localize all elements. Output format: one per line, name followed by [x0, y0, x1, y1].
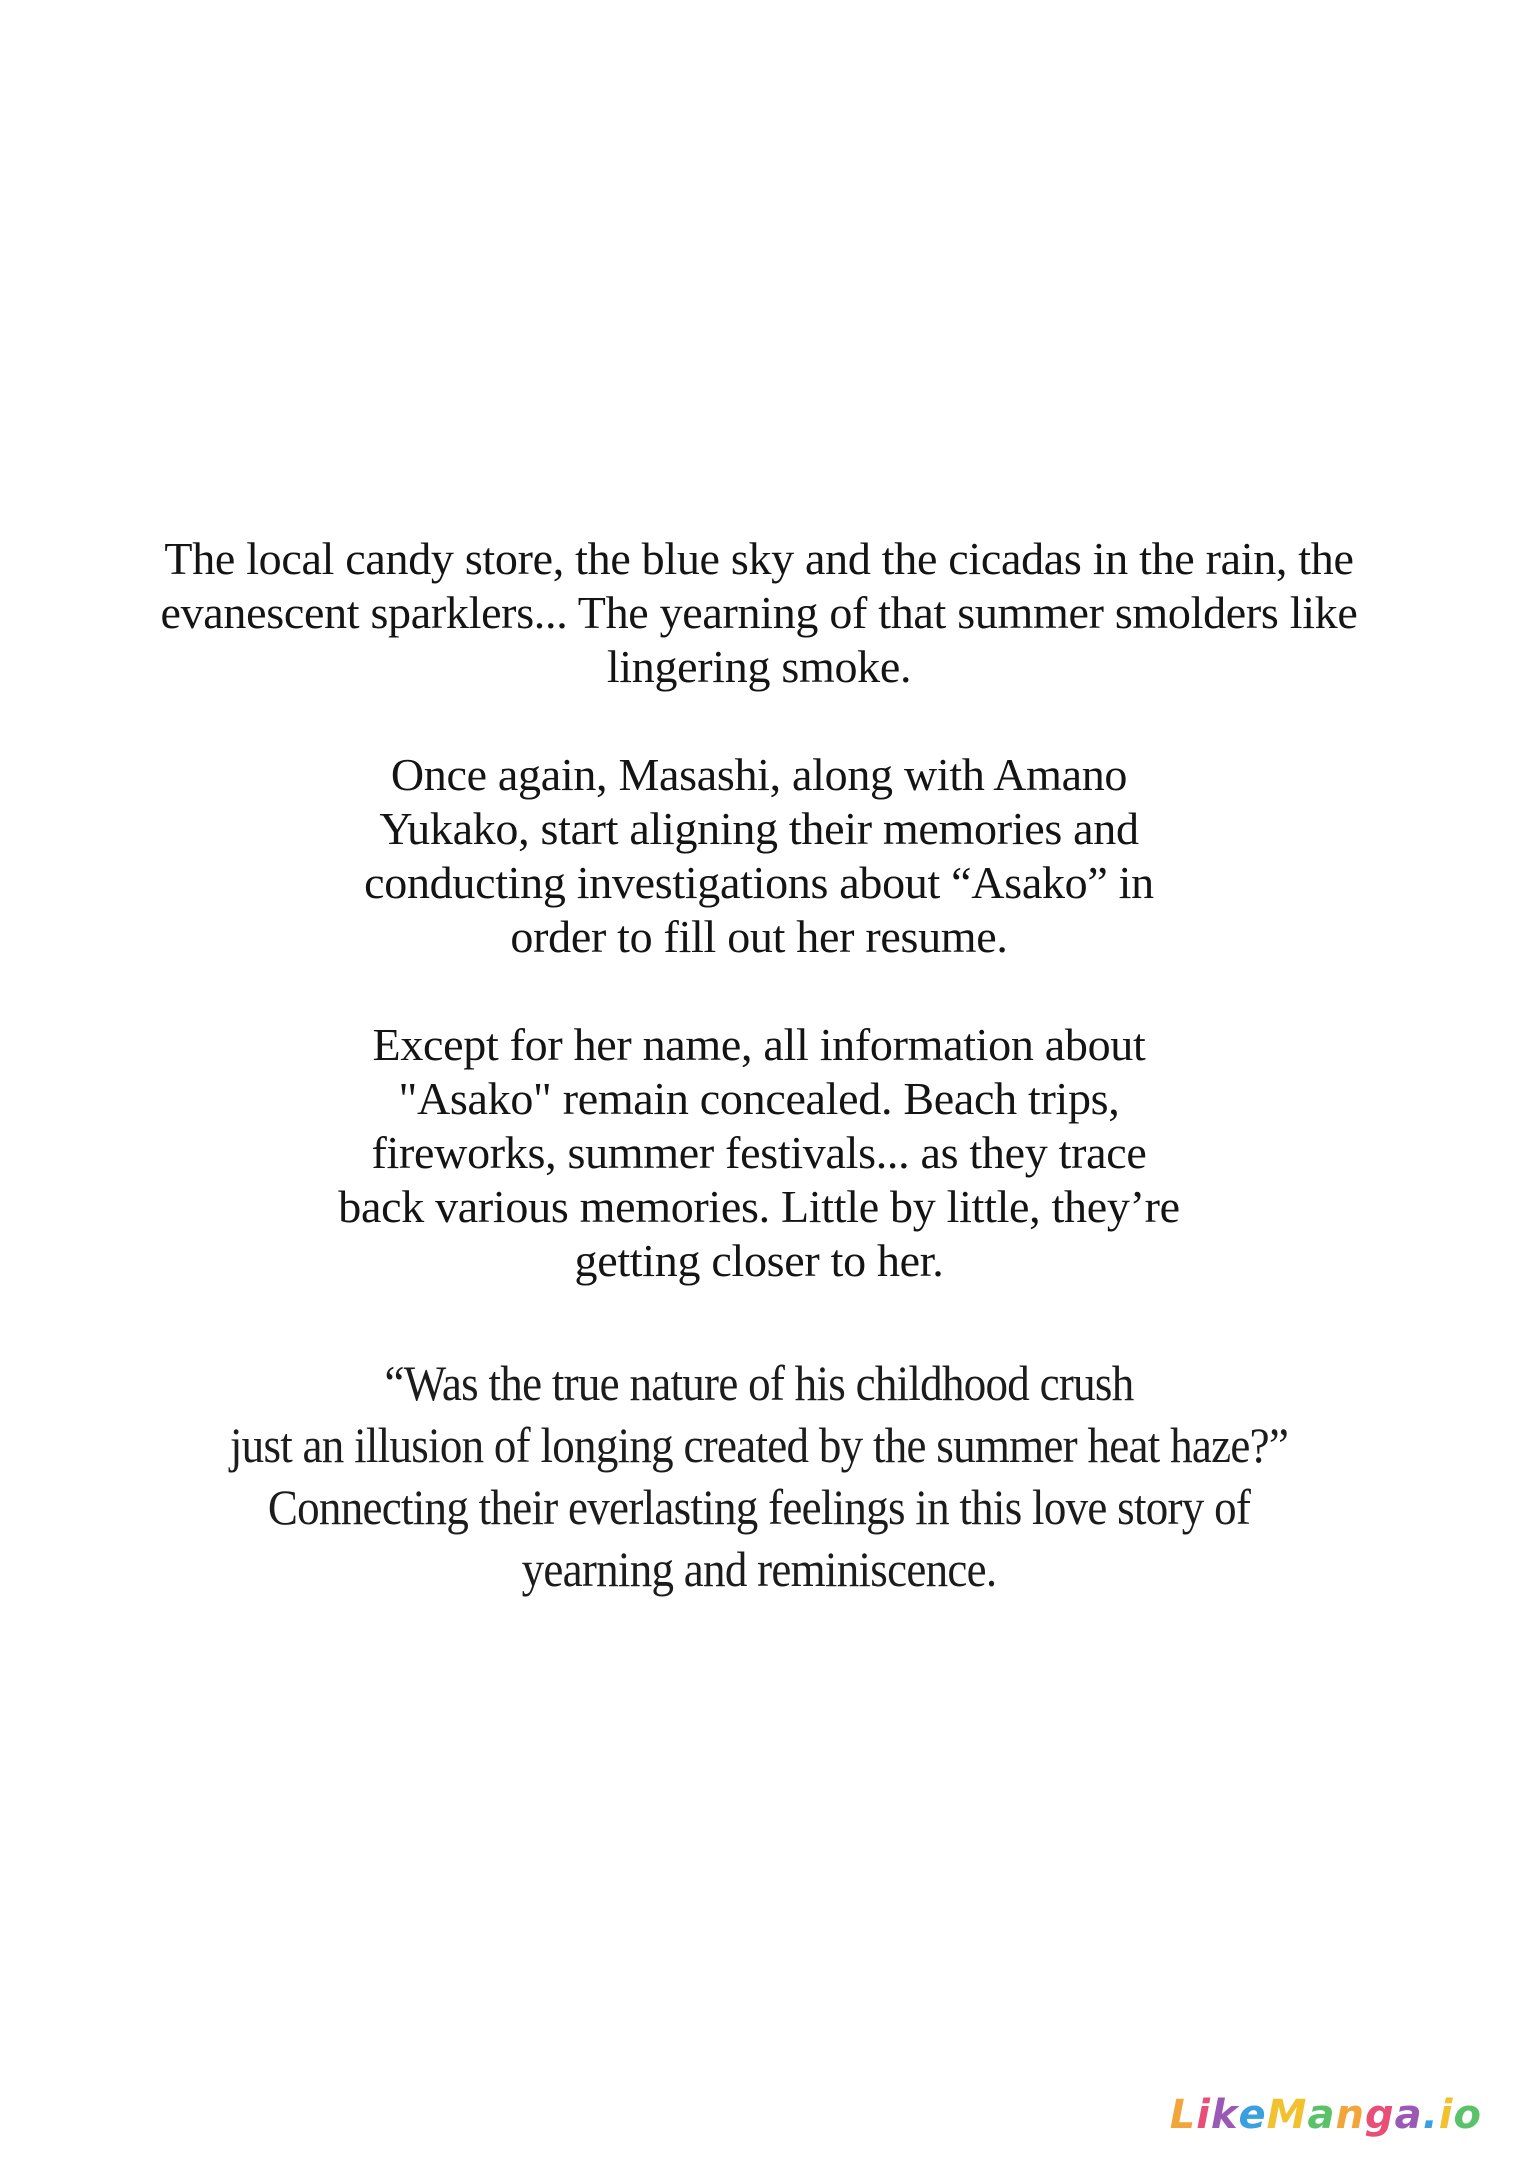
synopsis-line: lingering smoke.: [606, 641, 912, 692]
synopsis-line: getting closer to her.: [574, 1235, 944, 1286]
watermark-letter: a: [1307, 2092, 1336, 2138]
watermark-letter: .: [1422, 2092, 1439, 2138]
tagline: [76, 1352, 1442, 1600]
watermark-letter: n: [1335, 2092, 1365, 2138]
watermark-letter: g: [1364, 2092, 1395, 2138]
tagline-line: Connecting their everlasting feelings in this love story of: [267, 1479, 1251, 1535]
synopsis-line: order to fill out her resume.: [510, 911, 1008, 962]
synopsis-line: Yukako, start aligning their memories and: [379, 803, 1139, 854]
watermark-letter: a: [1394, 2092, 1423, 2138]
tagline-line: just an illusion of longing created by the summer heat haze?”: [229, 1417, 1289, 1473]
watermark-letter: o: [1453, 2092, 1482, 2138]
tagline-line: “Was the true nature of his childhood crush: [384, 1355, 1134, 1411]
synopsis-paragraph-2: [0, 748, 1518, 964]
watermark-letter: k: [1210, 2092, 1239, 2138]
watermark-letter: L: [1169, 2092, 1197, 2138]
synopsis-line: fireworks, summer festivals... as they trace: [371, 1127, 1147, 1178]
synopsis-line: "Asako" remain concealed. Beach trips,: [398, 1073, 1120, 1124]
watermark-letter: i: [1438, 2092, 1454, 2138]
synopsis-line: The local candy store, the blue sky and the cicadas in the rain, the: [164, 533, 1354, 584]
tagline-line: yearning and reminiscence.: [521, 1541, 997, 1597]
synopsis-paragraph-1: [0, 532, 1518, 694]
synopsis-line: conducting investigations about “Asako” in: [364, 857, 1154, 908]
synopsis-paragraph-3: [0, 1018, 1518, 1288]
synopsis-line: evanescent sparklers... The yearning of that summer smolders like: [160, 587, 1358, 638]
synopsis-line: back various memories. Little by little, they’re: [338, 1181, 1180, 1232]
watermark-letter: e: [1238, 2092, 1267, 2138]
watermark-letter: i: [1196, 2092, 1211, 2138]
watermark-letter: M: [1266, 2092, 1308, 2138]
site-watermark-logo: [1170, 2092, 1482, 2138]
synopsis-line: Once again, Masashi, along with Amano: [390, 749, 1128, 800]
synopsis-line: Except for her name, all information about: [372, 1019, 1146, 1070]
